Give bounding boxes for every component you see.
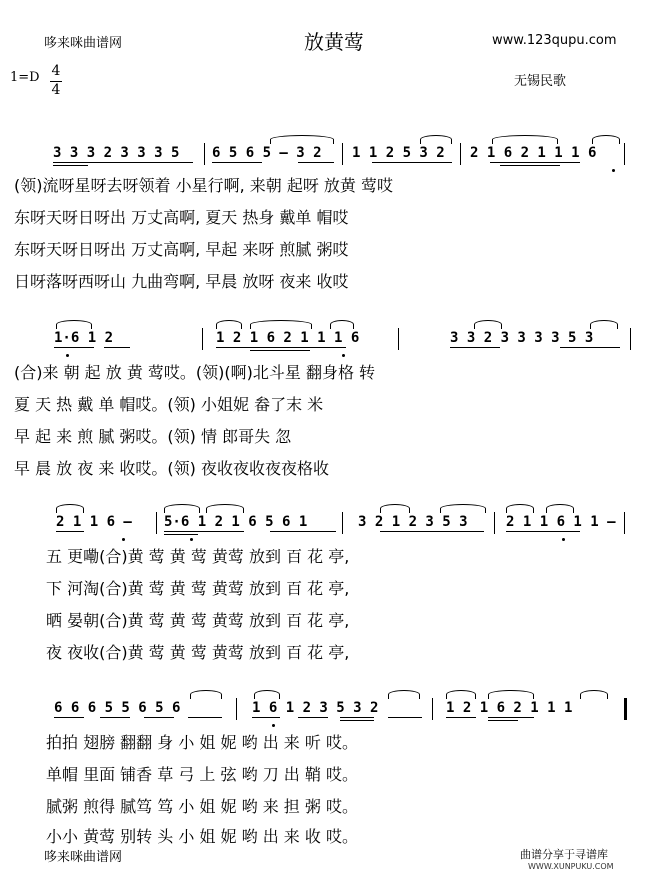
lyric-line: 拍拍 翅膀 翻翻 身 小 姐 妮 哟 出 来 听 哎。 (46, 733, 358, 752)
measure-notes: 6 5 6 5 – 3 2 (212, 145, 322, 161)
underline-beam (490, 162, 580, 163)
lyric-line: 五 更嘞(合)黄 莺 黄 莺 黄莺 放到 百 花 亭, (46, 547, 350, 566)
lyric-line: 夏 天 热 戴 单 帽哎。(领) 小姐妮 畚了末 米 (14, 395, 324, 414)
lyric-line: 下 河淘(合)黄 莺 黄 莺 黄莺 放到 百 花 亭, (46, 579, 350, 598)
underline-beam (54, 717, 84, 718)
measure-notes: 1 2 1 6 2 1 1 1 6 (216, 330, 360, 346)
underline-beam (54, 347, 94, 348)
underline-beam (388, 717, 422, 718)
slur-mark (380, 504, 410, 513)
watermark-label: 曲谱分享于寻谱库 (520, 848, 608, 861)
underline-beam (252, 717, 280, 718)
watermark-url[interactable]: WWW.XUNPUKU.COM (528, 862, 614, 871)
song-origin: 无锡民歌 (514, 74, 567, 89)
lyric-line: 小小 黄莺 别转 头 小 姐 妮 哟 出 来 收 哎。 (46, 827, 358, 846)
slur-mark (488, 690, 534, 699)
underline-beam (488, 717, 534, 718)
site-name-footer: 哆来咪曲谱网 (44, 850, 123, 865)
barline (342, 512, 343, 534)
slur-mark (330, 320, 354, 329)
slur-mark (506, 504, 534, 513)
barline (398, 328, 399, 350)
measure-notes: 3 3 3 2 3 3 3 5 (53, 145, 180, 161)
slur-mark (250, 320, 312, 329)
underline-beam (500, 165, 560, 166)
barline (236, 698, 237, 720)
song-title: 放黄莺 (304, 30, 364, 54)
slur-mark (56, 320, 92, 329)
lyric-line: 东呀天呀日呀出 万丈高啊, 早起 来呀 煎腻 粥哎 (14, 240, 349, 259)
barline (342, 143, 343, 165)
underline-beam (164, 534, 198, 535)
underline-beam (56, 531, 84, 532)
measure-notes: 6 6 6 5 5 6 5 6 (54, 700, 181, 716)
meter-numerator: 4 (51, 63, 61, 79)
underline-beam (188, 717, 222, 718)
slur-mark (590, 320, 618, 329)
slur-mark (254, 690, 280, 699)
underline-beam (298, 162, 334, 163)
lyric-line: (领)流呀星呀去呀领着 小星行啊, 来朝 起呀 放黄 莺哎 (14, 176, 394, 195)
site-url[interactable]: www.123qupu.com (492, 33, 617, 48)
underline-beam (144, 717, 174, 718)
barline (432, 698, 433, 720)
slur-mark (492, 135, 558, 144)
slur-mark (190, 690, 222, 699)
lyric-line: 东呀天呀日呀出 万丈高啊, 夏天 热身 戴单 帽哎 (14, 208, 349, 227)
slur-mark (270, 135, 334, 144)
underline-beam (340, 720, 374, 721)
slur-mark (474, 320, 502, 329)
underline-beam (298, 717, 328, 718)
slur-mark (446, 690, 476, 699)
notation-row (0, 700, 650, 724)
slur-mark (206, 504, 244, 513)
notation-row (0, 514, 650, 538)
lyric-line: 单帽 里面 铺香 草 弓 上 弦 哟 刀 出 鞘 哎。 (46, 765, 358, 784)
underline-beam (372, 162, 452, 163)
measure-notes: 1 6 1 2 3 5 3 2 (252, 700, 379, 716)
barline (624, 512, 625, 534)
lyric-line: 夜 夜收(合)黄 莺 黄 莺 黄莺 放到 百 花 亭, (46, 643, 350, 662)
barline (204, 143, 205, 165)
notation-row (0, 145, 650, 169)
underline-beam (53, 165, 88, 166)
barline (630, 328, 631, 350)
lyric-line: (合)来 朝 起 放 黄 莺哎。(领)(啊)北斗星 翻身格 转 (14, 363, 376, 382)
underline-beam (250, 350, 310, 351)
measure-notes: 1 1 2 5 3 2 (352, 145, 445, 161)
octave-dot (612, 169, 615, 172)
measure-notes: 1 2 1 6 2 1 1 1 (446, 700, 573, 716)
barline (624, 143, 625, 165)
slur-mark (164, 504, 200, 513)
slur-mark (56, 504, 84, 513)
lyric-line: 早 晨 放 夜 来 收哎。(领) 夜收夜收夜夜格收 (14, 459, 330, 478)
underline-beam (340, 717, 374, 718)
slur-mark (580, 690, 608, 699)
repeat-end-barline (624, 698, 627, 720)
underline-beam (270, 531, 336, 532)
barline (460, 143, 461, 165)
slur-mark (388, 690, 420, 699)
barline (156, 512, 157, 534)
measure-notes: 2 1 1 6 1 1 – (506, 514, 616, 530)
measure-notes: 5·6 1 2 1 6 5 6 1 (164, 514, 308, 530)
notation-row (0, 330, 650, 354)
underline-beam (560, 347, 620, 348)
underline-beam (380, 531, 484, 532)
underline-beam (216, 347, 346, 348)
measure-notes: 2 1 6 2 1 1 1 6 (470, 145, 597, 161)
measure-notes: 3 2 1 2 3 5 3 (358, 514, 468, 530)
measure-notes: 2 1 1 6 – (56, 514, 132, 530)
octave-dot (122, 538, 125, 541)
slur-mark (440, 504, 486, 513)
underline-beam (488, 720, 518, 721)
underline-beam (53, 162, 193, 163)
underline-beam (212, 162, 262, 163)
slur-mark (216, 320, 242, 329)
lyric-line: 腻粥 煎得 腻笃 笃 小 姐 妮 哟 来 担 粥 哎。 (46, 797, 358, 816)
underline-beam (100, 717, 130, 718)
lyric-line: 早 起 来 煎 腻 粥哎。(领) 情 郎哥失 忽 (14, 427, 292, 446)
site-name-header: 哆来咪曲谱网 (44, 36, 123, 51)
underline-beam (450, 347, 500, 348)
octave-dot (562, 538, 565, 541)
octave-dot (190, 538, 193, 541)
lyric-line: 晒 晏朝(合)黄 莺 黄 莺 黄莺 放到 百 花 亭, (46, 611, 350, 630)
key-signature: 1=D (10, 70, 40, 85)
underline-beam (446, 717, 476, 718)
slur-mark (420, 135, 452, 144)
measure-notes: 1·6 1 2 (54, 330, 114, 346)
slur-mark (546, 504, 574, 513)
slur-mark (592, 135, 620, 144)
barline (494, 512, 495, 534)
lyric-line: 日呀落呀西呀山 九曲弯啊, 早晨 放呀 夜来 收哎 (14, 272, 349, 291)
barline (202, 328, 203, 350)
underline-beam (506, 531, 580, 532)
underline-beam (164, 531, 244, 532)
measure-notes: 3 3 2 3 3 3 3 5 3 (450, 330, 594, 346)
octave-dot (342, 354, 345, 357)
meter-denominator: 4 (51, 82, 61, 98)
octave-dot (66, 354, 69, 357)
octave-dot (272, 724, 275, 727)
underline-beam (104, 347, 130, 348)
